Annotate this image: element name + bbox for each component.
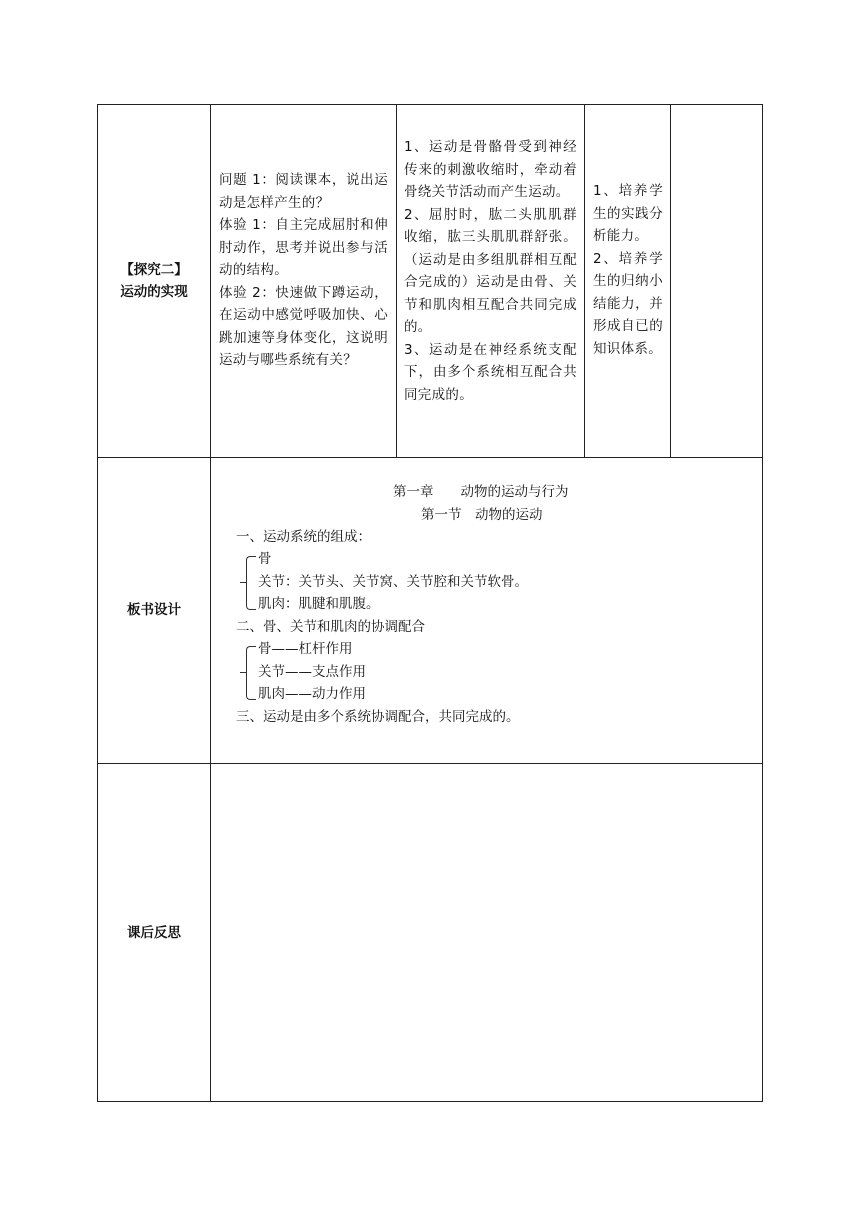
heading-3: 三、运动是由多个系统协调配合，共同完成的。 [236, 709, 520, 725]
student-activity-cell [219, 169, 388, 372]
col-divider-2 [396, 104, 397, 457]
experience-1: 体验 1：自主完成屈肘和伸肘动作，思考并说出参与活动的结构。 [219, 217, 388, 278]
row-label-explore-line2: 运动的实现 [120, 284, 188, 300]
teacher-summary-cell [404, 136, 577, 406]
summary-point-1: 1、运动是骨骼骨受到神经传来的刺激收缩时，牵动着骨绕关节活动而产生运动。 [404, 139, 577, 200]
col-divider-4 [670, 104, 671, 457]
list2-item-0: 骨——杠杆作用 [258, 641, 353, 657]
summary-point-3: 3、运动是在神经系统支配下，由多个系统相互配合共同完成的。 [404, 341, 577, 403]
intent-point-2: 2、培养学生的归纳小结能力，并形成自已的知识体系。 [593, 250, 663, 357]
intent-point-1: 1、培养学生的实践分析能力。 [593, 183, 663, 244]
col-divider-3 [584, 104, 585, 457]
chapter-title: 第一章 动物的运动与行为 [393, 484, 569, 500]
list1-item-1: 关节：关节头、关节窝、关节腔和关节软骨。 [258, 574, 528, 590]
brace-1-tick [240, 582, 246, 583]
design-intent-cell [593, 180, 663, 360]
row-divider-1 [97, 457, 763, 458]
summary-point-2: 2、屈肘时，肱二头肌肌群收缩，肱三头肌肌群舒张。（运动是由多组肌群相互配合完成的）运动是由骨、关节和肌肉相互配合共同完成的。 [404, 206, 577, 335]
list1-item-2: 肌肉：肌腱和肌腹。 [258, 596, 380, 612]
row-label-reflection: 课后反思 [127, 925, 181, 941]
row-label-explore-line1: 【探究二】 [120, 262, 188, 278]
section-title: 第一节 动物的运动 [421, 507, 543, 523]
list1-item-0: 骨 [258, 551, 272, 567]
list2-item-2: 肌肉——动力作用 [258, 686, 366, 702]
list2-item-1: 关节——支点作用 [258, 664, 366, 680]
row-divider-2 [97, 763, 763, 764]
brace-2 [246, 646, 256, 700]
col-divider-1 [210, 104, 211, 1102]
brace-1 [246, 556, 256, 610]
heading-1: 一、运动系统的组成： [236, 529, 371, 545]
heading-2: 二、骨、关节和肌肉的协调配合 [236, 619, 425, 635]
experience-2: 体验 2：快速做下蹲运动，在运动中感觉呼吸加快、心跳加速等身体变化，这说明运动与哪些系统有关？ [219, 284, 388, 368]
row-label-board-design: 板书设计 [127, 602, 181, 618]
row-label-explore [98, 259, 210, 303]
question-1: 问题 1：阅读课本，说出运动是怎样产生的？ [219, 172, 388, 211]
brace-2-tick [240, 672, 246, 673]
